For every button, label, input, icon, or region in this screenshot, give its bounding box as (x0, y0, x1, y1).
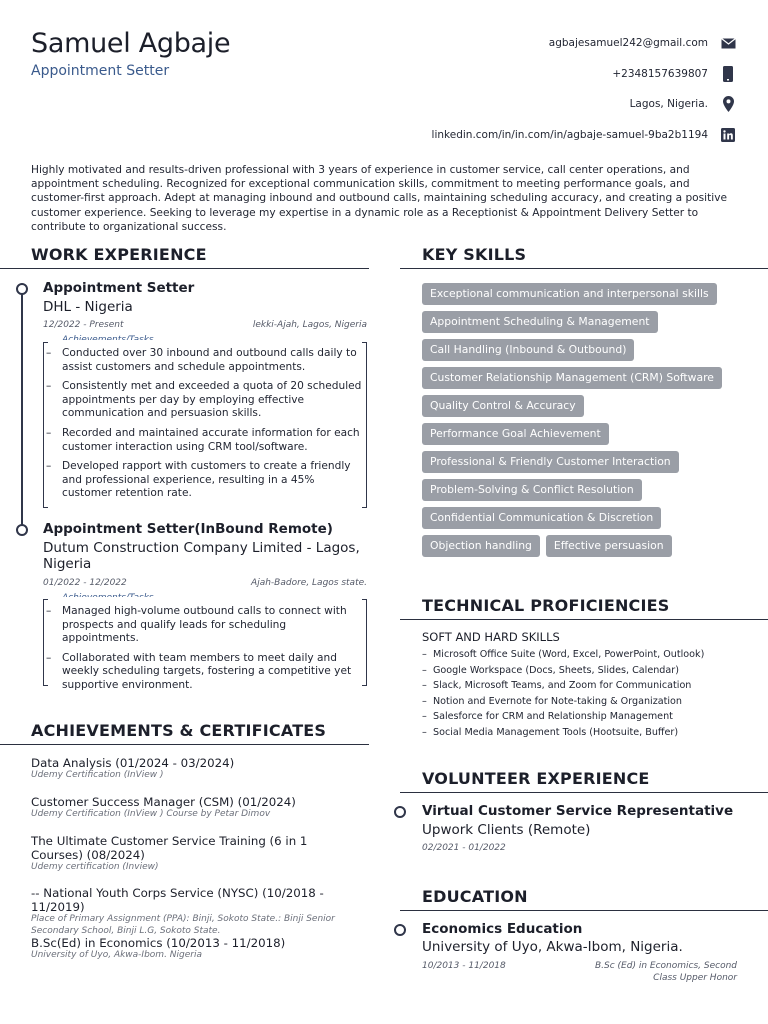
volunteer-org: Upwork Clients (Remote) (422, 822, 591, 838)
section-title-education: EDUCATION (422, 887, 528, 906)
section-title-achievements: ACHIEVEMENTS & CERTIFICATES (31, 721, 327, 740)
candidate-name: Samuel Agbaje (31, 28, 231, 59)
education-degree: Economics Education (422, 921, 583, 937)
timeline-dot (394, 806, 406, 818)
skill-tag: Appointment Scheduling & Management (422, 311, 658, 333)
timeline-dot (16, 524, 28, 536)
skills-tags (422, 283, 742, 557)
job-title: Appointment Setter (43, 280, 195, 296)
volunteer-dates: 02/2021 - 01/2022 (422, 843, 506, 853)
contact-linkedin-text: linkedin.com/in/in.com/in/agbaje-samuel-9ba2b1194 (431, 128, 708, 141)
certificate-item (31, 936, 341, 962)
skill-tag: Performance Goal Achievement (422, 423, 609, 445)
skill-tag: Customer Relationship Management (CRM) Software (422, 367, 722, 389)
section-rule (400, 619, 768, 620)
job-title: Appointment Setter(InBound Remote) (43, 521, 333, 537)
education-dates: 10/2013 - 11/2018 (422, 961, 506, 971)
linkedin-icon (720, 127, 736, 143)
timeline-line (21, 294, 23, 530)
job-bullets (44, 605, 362, 699)
section-title-technical: TECHNICAL PROFICIENCIES (422, 596, 670, 615)
section-rule (0, 268, 369, 269)
certificate-source: Place of Primary Assignment (PPA): Binji, Sokoto State.: Binji Senior Secondary School, Binji L.G, Sokoto State. (31, 914, 335, 936)
list-item: – Notion and Evernote for Note-taking & Organization (422, 694, 704, 710)
contact-email-text: agbajesamuel242@gmail.com (548, 37, 708, 50)
skill-tag: Effective persuasion (546, 535, 672, 557)
skill-tag: Call Handling (Inbound & Outbound) (422, 339, 634, 361)
certificate-title: Customer Success Manager (CSM) (01/2024) (31, 795, 296, 809)
skill-tag: Problem-Solving & Conflict Resolution (422, 479, 642, 501)
job-dates: 12/2022 - Present (43, 320, 124, 330)
certificate-source: Udemy Certification (InView ) (31, 770, 164, 780)
list-item: – Managed high-volume outbound calls to connect with prospects and qualify leads for scheduling appointments. (44, 605, 362, 646)
skill-tag: Exceptional communication and interpersonal skills (422, 283, 717, 305)
job-dates: 01/2022 - 12/2022 (43, 578, 127, 588)
certificate-item (31, 795, 341, 821)
section-title-work-experience: WORK EXPERIENCE (31, 245, 207, 264)
list-item: – Slack, Microsoft Teams, and Zoom for Communication (422, 678, 704, 694)
job-company: DHL - Nigeria (43, 299, 133, 315)
certificate-item (31, 886, 341, 937)
job-bullets (44, 347, 362, 507)
certificate-title: Data Analysis (01/2024 - 03/2024) (31, 756, 235, 770)
section-rule (400, 268, 768, 269)
phone-icon (720, 66, 736, 82)
candidate-role: Appointment Setter (31, 63, 170, 79)
location-pin-icon (720, 96, 736, 112)
contact-list (432, 28, 736, 150)
contact-linkedin[interactable] (432, 120, 736, 151)
list-item: – Microsoft Office Suite (Word, Excel, PowerPoint, Outlook) (422, 647, 704, 663)
section-rule (400, 910, 768, 911)
skill-tag: Confidential Communication & Discretion (422, 507, 661, 529)
technical-heading: SOFT AND HARD SKILLS (422, 630, 560, 644)
contact-email[interactable] (432, 28, 736, 59)
section-rule (0, 744, 369, 745)
certificate-source: Udemy certification (Inview) (31, 862, 159, 872)
contact-phone-text: +2348157639807 (612, 67, 708, 80)
technical-list (422, 647, 704, 740)
job-company: Dutum Construction Company Limited - Lagos, Nigeria (43, 540, 360, 572)
list-item: – Google Workspace (Docs, Sheets, Slides, Calendar) (422, 663, 704, 679)
certificate-source: Udemy Certification (InView ) Course by Petar Dimov (31, 809, 271, 819)
job-location: Ajah-Badore, Lagos state. (251, 578, 367, 588)
volunteer-role: Virtual Customer Service Representative (422, 803, 734, 819)
skill-tag: Professional & Friendly Customer Interaction (422, 451, 679, 473)
skill-tag: Objection handling (422, 535, 540, 557)
certificate-title: -- National Youth Corps Service (NYSC) (10/2018 - 11/2019) (31, 886, 324, 914)
envelope-icon (720, 35, 736, 51)
professional-summary: Highly motivated and results-driven professional with 3 years of experience in customer service, call center operations, and appointment scheduling. Recognized for exceptional communication skills, commitment to meeting performance goals, and customer-first approach. Adept at managing inbound and outbound calls, maintaining scheduling accuracy, and creating a positive customer experience. Seeking to leverage my expertise in a dynamic role as a Receptionist & Appointment Delivery Setter to contribute to organizational success. (31, 164, 728, 233)
list-item: – Salesforce for CRM and Relationship Management (422, 709, 704, 725)
list-item: – Consistently met and exceeded a quota of 20 scheduled appointments per day by employing effective communication and persuasion skills. (44, 380, 362, 421)
certificate-title: B.Sc(Ed) in Economics (10/2013 - 11/2018) (31, 936, 286, 950)
contact-location-text: Lagos, Nigeria. (629, 98, 708, 111)
contact-phone[interactable] (432, 59, 736, 90)
certificate-item (31, 834, 341, 874)
education-note: B.Sc (Ed) in Economics, Second Class Upper Honor (594, 961, 737, 983)
certificate-title: The Ultimate Customer Service Training (6 in 1 Courses) (08/2024) (31, 834, 308, 862)
contact-location (432, 89, 736, 120)
timeline-dot (394, 924, 406, 936)
list-item: – Conducted over 30 inbound and outbound calls daily to assist customers and schedule appointments. (44, 347, 362, 374)
list-item: – Collaborated with team members to meet daily and weekly scheduling targets, fostering a competitive yet supportive environment. (44, 652, 362, 693)
job-location: lekki-Ajah, Lagos, Nigeria (252, 320, 367, 330)
skill-tag: Quality Control & Accuracy (422, 395, 584, 417)
certificate-item (31, 756, 341, 782)
list-item: – Developed rapport with customers to create a friendly and professional experience, resulting in a 45% customer retention rate. (44, 460, 362, 501)
certificate-source: University of Uyo, Akwa-Ibom. Nigeria (31, 950, 202, 960)
timeline-dot (16, 283, 28, 295)
section-rule (400, 792, 768, 793)
list-item: – Recorded and maintained accurate information for each customer interaction using CRM tool/software. (44, 427, 362, 454)
section-title-key-skills: KEY SKILLS (422, 245, 527, 264)
section-title-volunteer: VOLUNTEER EXPERIENCE (422, 769, 650, 788)
education-school: University of Uyo, Akwa-Ibom, Nigeria. (422, 939, 683, 955)
list-item: – Social Media Management Tools (Hootsuite, Buffer) (422, 725, 704, 741)
